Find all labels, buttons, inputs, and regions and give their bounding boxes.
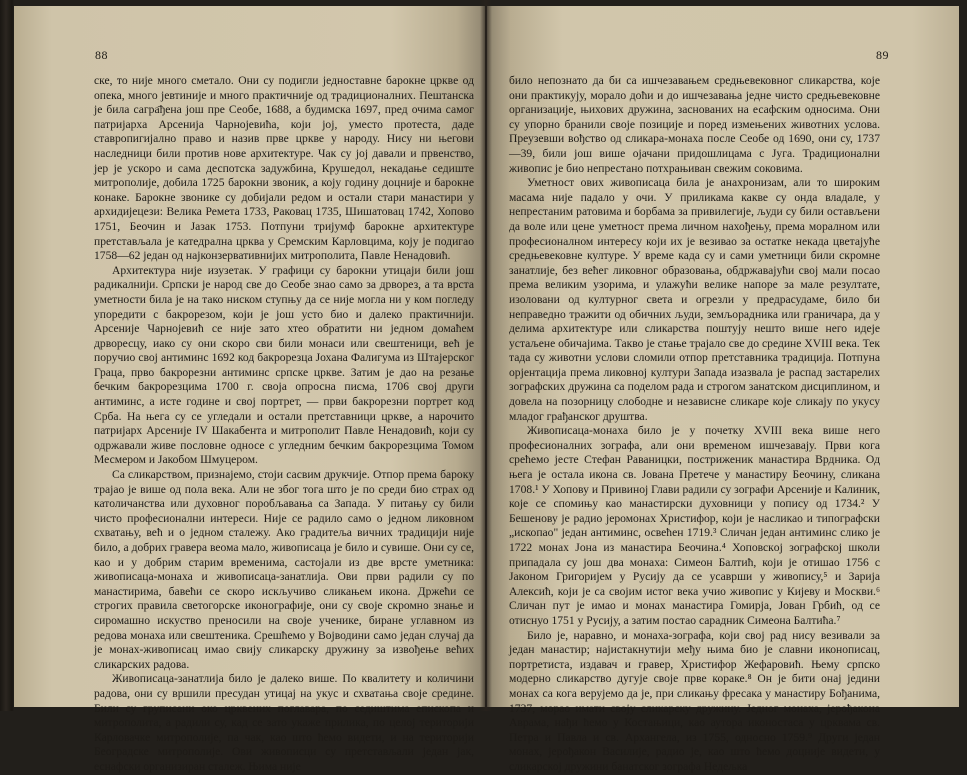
left-paragraph-1: ске, то није много сметало. Они су подигли једноставне барокне цркве од опека, много јевтиније и много практичније од традиционалних. Пештанска је била сагра̄ђена још пре Сеобе, 1688, а будимска 1697, пред очима самог патријарха Арсенија Чарнојевића, који јој, уместо протеста, даде ставропигијално право и назив прве цркве у народу. Нису ни његови наследници били против нове архитектуре. Чак су јој давали и првенство, јер је ускоро и сама деспотска задужбина, Крушедол, некадање седиште митрополије, добила 1725 барокни звоник, а коју годину доцније и барокне конаке. Барокне звонике су добијали редом и остали стари манастири у архидијецези: Велика Ремета 1733, Раковац 1735, Шишатовац 1742, Хопово 1751, Беочин и Јазак 1753. Потпуни тријумф барокне архитектуре претстављала је катедрална црква у Сремским Карловцима, коју је подигао 1758—62 један од најконзервативнијих митрополита, Павле Ненадовић. xyxy=(94,74,474,263)
left-paragraph-2: Архитектура није изузетак. У графици су барокни утицаји били још радикалнији. Српски је народ све до Сеобе знао само за дрворез, а та врста уметности била је на тако ниском ступњу да се није могла ни у ком погледу упоредити с бакрорезом, који је још усто био и далеко практичнији. Арсеније Чарнојевић се није зато хтео обратити ни једном домаћем дрворесцу, иако су они скоро сви били монаси или свештеници, већ је поручио свој антиминс 1692 код бакрорезца Јохана Фалигума из Штајерског Граца, прво бакрорезни антиминс српске цркве. Затим је дао на резање бечким бакрорезцима 1700 г. своја опросна писма, 1706 свој други антиминс, а исте године и свој портрет, — први бакрорезни портрет код Срба. На њега су се угледали и остали претставници цркве, а нарочито патријарх Арсеније IV Шакабента и митрополит Павле Ненадовић, који су одржавали живе пословне односе с угледним бечким бакрорезцима Томом Месмером и Јакобом Шмуцером. xyxy=(94,263,474,467)
page-number-right: 89 xyxy=(876,48,889,62)
right-page xyxy=(487,6,959,773)
right-page-text xyxy=(509,74,880,775)
left-page-text xyxy=(94,74,474,775)
book-gutter xyxy=(480,0,492,711)
right-paragraph-1: било непознато да би са ишчезавањем средњевековног сликарства, које они практикују, морало доћи и до ишчезавања једне чисто средњевековне организације, њихових дружина, заснованих на есафским односима. Они су упорно бранили своје позиције и поред измењених животних услова. Преузевши вођство од сликара-монаха после Сеобе од 1690, они су, 1737—39, били још више ојачани придошлицама с Југа. Традиционални живопис је био непрестано потхрањиван свежим соковима. xyxy=(509,74,880,175)
right-paragraph-2: Уметност ових живописаца била је анахронизам, али то широким масама није падало у очи. У приликама какве су онда владале, у непрестаним ратовима и борбама за привилегије, људи су били остављени да воле или цене уметност према личном нахођењу, према моралном или професионалном интересу који их је везивао за остатке некада цветајуће средњевековне културе. У време када су и сами уметници били скромне занатлије, без већег ликовног образовања, обдржавајући свој мали посао према великим узорима, и улажући велике напоре за мале резултате, изоловани од културног света и огрезли у предрасудаме, било би неправедно тражити од обичних људи, земљорадника или граничара, да у делима архитектуре или сликарства поштују нешто више него идеје устаљене обичајима. Такво је стање трајало све до средине XVIII века. Тек тада су животни услови сломили отпор претставника традиција. Потпуна орјентација према ликовној култури Запада изазвала је распад застарелих зографских дружина са поделом рада и строгом занатском дисциплином, и довела на позорницу слободне и независне сликаре које сликају по укусу младог грађанског друштва. xyxy=(509,176,880,423)
right-paragraph-3: Живописаца-монаха било је у почетку XVIII века више него професионалних зографа, али они временом ишчезавају. Први кога срећемо јесте Стефан Раваницки, постриженик манастира Врдника. Од њега је остала икона св. Јована Претече у манастиру Беочину, сликана 1708.¹ У Хопову и Привиној Глави радили су зографи Арсеније и Калиник, које се спомињу као манастирски духовници у попису од 1734.² У Бешенову је радио јеромонах Христифор, који је насликао и типографски „ископао" један антиминс, освећен 1719.³ Сличан један антиминс слико је 1722 монах Јона из манастира Беочина.⁴ Хоповскoј зографској школи припадала су још два монаха: Симеон Балтић, који је отишао 1756 с Јаконом Григоријем у Русију да се усаврши у живопису,⁵ и Зарија Алексић, који је са својим истог века учио живопис у Кијеву и Москви.⁶ Сличан пут је имао и монах манастира Гомирја, Јован Грбић, од се отиснуо 1751 у Русију, а затим постао сарадник Симеона Балтића.⁷ xyxy=(509,424,880,627)
page-number-left: 88 xyxy=(95,48,108,62)
left-page xyxy=(14,6,485,773)
left-paragraph-4: Живописаца-занатлија било је далеко више. По квалитету и количини радова, они су вршили пресудан утицај на укус и схватања своје средине. Били су груписани око црквених поглавара, по седиштима епископа и митрополита, а радили су, кад се зато укаже прилика, по целој територији Карловачке митрополије, па чак, као што ћемо видети, и на територији Београдске митрополије. Ови живописци су претстављали један јак, еснафски организиран сталеж. Њима није xyxy=(94,672,474,773)
left-paragraph-3: Са сликарством, признајемо, стоји сасвим друкчије. Отпор према бароку трајао је више од пола века. Али не због тога што је по среди био страх од католичанства или духовног поробљавања са Запада. У питању су били чисто професионални интереси. Није се радило само о једном ликовном схватању, већ и о једном сталежу. Ако градитеља вичних традицији није било, а добрих гравера веома мало, живописаца је било и сувише. Они су се, као и у добрим старим временима, састојали из две врсте уметника: живописаца-монаха и живописаца-занатлија. Ови први радили су по манастирима, бавећи се скоро искључиво сликањем икона. Држећи се строгих правила светогорске иконографије, они су своје скромно знање и сиромашно искуство преносили на своје ученике, биране углавном из редова монаха или свештеника. Срешћемо у Војводини само један случај да је монах-живописац имао свију сликарску дружину за извођење већих сликарских радова. xyxy=(94,468,474,671)
right-paragraph-4: Било је, наравно, и монаха-зографа, који свој рад нису везивали за један манастир; најистакнутији међу њима био је славни иконописац, портретиста, издавач и гравер, Христифор Жефаровић. Њему српско модерно сликарство дугује своје прве кораке.⁸ Он је бити онај једини монах са кога верујемо да је, при сликању фресака у манастиру Бођанима, 1737, морао имати своју сликарску дружину. Једног монаха, јерођакона Аврама, нађи ћемо у Костањици, као аутора иконостаса у црквама св. Петра и Павла и св. Архангела, из 1755, односно 1759.⁹ Други један монах, јерођакон Василије, радио је, као што ћемо доцније видети, у сликарској дружини банатског зографа Недељка xyxy=(509,628,880,773)
